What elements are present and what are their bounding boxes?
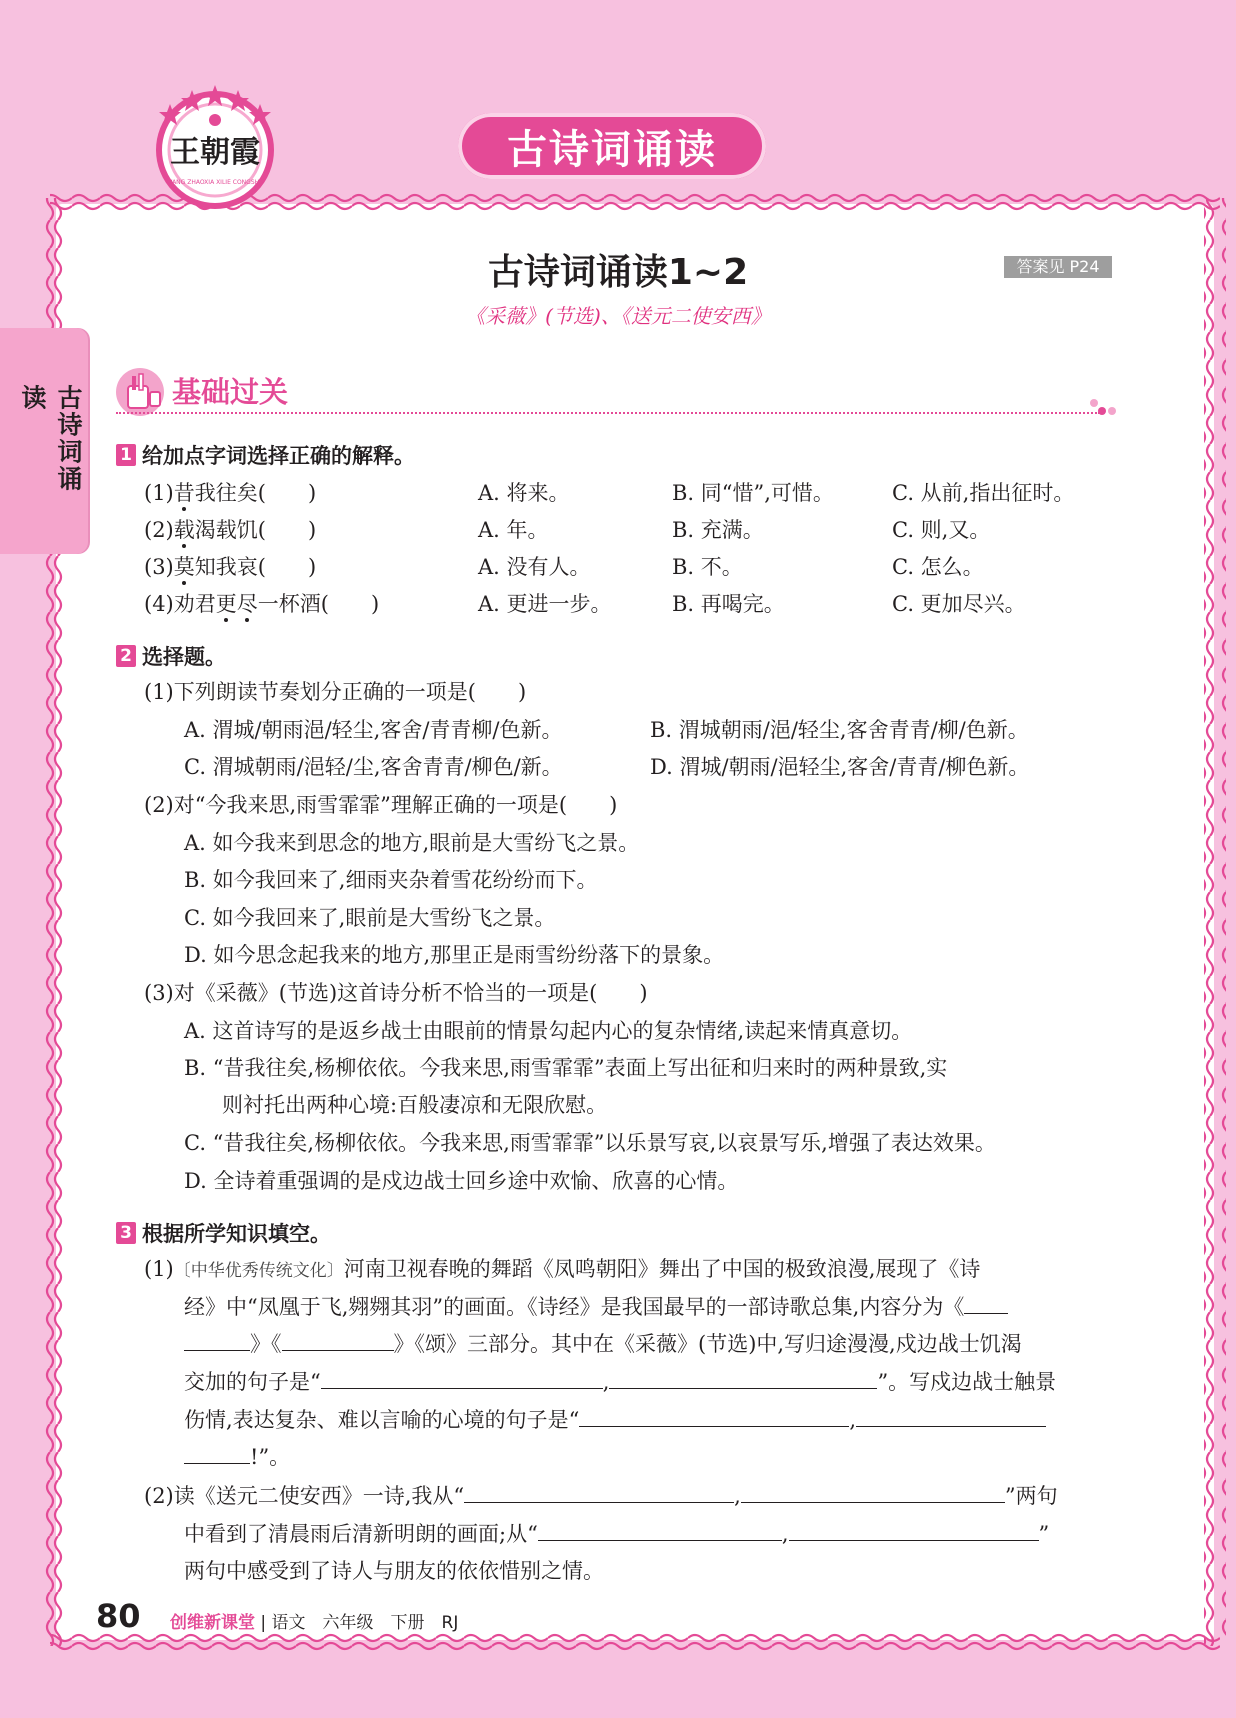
q2-part-1-option-c: C. 渭城朝雨/浥轻/尘,客舍青青/柳色/新。 [184, 755, 563, 779]
q3-part-1-line-1 [144, 1254, 980, 1286]
q3-part-2-line-1 [144, 1480, 1058, 1511]
q3-part-2-text: (2)读《送元二使安西》一诗,我从“ [144, 1484, 465, 1508]
q3-part-1-line-4 [184, 1366, 1056, 1397]
q3-part-1-line-6 [184, 1441, 290, 1472]
q2-part-3-option-b-line-1: B. “昔我往矣,杨柳依依。今我来思,雨雪霏霏”表面上写出征和归来时的两种景致,实 [184, 1056, 948, 1080]
page-subtitle: 《采薇》(节选)、《送元二使安西》 [465, 304, 771, 328]
q2-part-1-option-a: A. 渭城/朝雨浥/轻尘,客舍/青青柳/色新。 [184, 718, 563, 742]
answer-reference-badge: 答案见 P24 [1004, 256, 1112, 278]
q2-part-1-stem: (1)下列朗读节奏划分正确的一项是( ) [144, 680, 527, 704]
q2-part-2-option-b: B. 如今我回来了,细雨夹杂着雪花纷纷而下。 [184, 868, 598, 892]
q2-part-3-stem: (3)对《采薇》(节选)这首诗分析不恰当的一项是( ) [144, 981, 648, 1005]
q3-part-1-text: , [849, 1408, 857, 1432]
q3-part-1-text: 河南卫视春晚的舞蹈《凤鸣朝阳》舞出了中国的极致浪漫,展现了《诗 [343, 1257, 981, 1281]
q1-item-4 [144, 589, 379, 619]
footer-book-info: 语文 六年级 下册 RJ [271, 1613, 459, 1633]
brand-logo-text: 王朝霞 [170, 135, 260, 170]
q2-part-3-option-b-line-2: 则衬托出两种心境:百般凄凉和无限欣慰。 [222, 1093, 608, 1117]
answer-blank[interactable] [856, 1404, 1046, 1427]
answer-blank[interactable] [741, 1480, 1005, 1503]
answer-blank[interactable] [579, 1404, 849, 1427]
q3-part-2-text: ”两句 [1004, 1484, 1058, 1508]
brand-logo-roman: WANG ZHAOXIA XILIE CONGSHU [166, 179, 264, 186]
answer-blank[interactable] [282, 1328, 394, 1351]
q3-part-2-text: , [781, 1522, 789, 1546]
chapter-banner-title: 古诗词诵读 [507, 126, 717, 173]
q2-part-2-stem: (2)对“今我来思,雨雪霏霏”理解正确的一项是( ) [144, 793, 618, 817]
side-tab-label: 古诗词诵读 [18, 384, 83, 493]
q3-part-1-line-3 [184, 1328, 1022, 1359]
brand-logo [150, 82, 280, 212]
question-stem: 选择题。 [142, 645, 226, 669]
question-number-badge: 2 [116, 645, 136, 667]
q3-part-2-line-2 [184, 1518, 1049, 1549]
q3-part-1-text: , [602, 1370, 610, 1394]
answer-blank[interactable] [464, 1480, 734, 1503]
answer-blank[interactable] [964, 1291, 1008, 1314]
q1-option-b: B. 同“惜”,可惜。 [672, 481, 834, 505]
q3-part-1-text: !”。 [250, 1445, 291, 1469]
q3-part-1-text: 》《 [250, 1332, 282, 1356]
footer-info [170, 1608, 458, 1633]
q2-part-3-option-c: C. “昔我往矣,杨柳依依。今我来思,雨雪霏霏”以乐景写哀,以哀景写乐,增强了表达效果。 [184, 1131, 996, 1155]
q1-item-1-text: (1)昔我往矣( ) [144, 481, 317, 505]
answer-blank[interactable] [789, 1518, 1039, 1541]
q1-option-b: B. 再喝完。 [672, 592, 785, 616]
section-title: 基础过关 [172, 375, 289, 409]
question-3-heading [116, 1218, 331, 1248]
q2-part-3-option-d: D. 全诗着重强调的是戍边战士回乡途中欢愉、欣喜的心情。 [184, 1169, 739, 1193]
q3-part-1-text: 》《颂》三部分。其中在《采薇》(节选)中,写归途漫漫,戍边战士饥渴 [393, 1332, 1022, 1356]
q1-item-3-text: (3)莫知我哀( ) [144, 555, 317, 579]
q3-part-1-text: ”。写戍边战士触景 [877, 1370, 1057, 1394]
q1-option-c: C. 更加尽兴。 [892, 592, 1026, 616]
answer-blank[interactable] [184, 1441, 250, 1464]
answer-blank[interactable] [609, 1366, 877, 1389]
q3-part-1-text: 伤情,表达复杂、难以言喻的心境的句子是“ [184, 1408, 580, 1432]
q1-item-2 [144, 515, 316, 545]
answer-blank[interactable] [184, 1328, 250, 1351]
q3-part-1-text: 经》中“凤凰于飞,翙翙其羽”的画面。《诗经》是我国最早的一部诗歌总集,内容分为《 [184, 1295, 965, 1319]
page-title: 古诗词诵读1~2 [487, 252, 749, 293]
footer-separator: | [260, 1613, 267, 1633]
side-tab [0, 328, 88, 554]
section-divider [116, 412, 1100, 414]
q2-part-1-option-b: B. 渭城朝雨/浥/轻尘,客舍青青/柳/色新。 [650, 718, 1029, 742]
answer-blank[interactable] [321, 1366, 603, 1389]
q3-part-1-line-5 [184, 1404, 1046, 1435]
q3-part-2-text: , [734, 1484, 741, 1508]
q2-part-2-option-a: A. 如今我来到思念的地方,眼前是大雪纷飞之景。 [184, 831, 640, 855]
q1-option-b: B. 不。 [672, 555, 743, 579]
q1-item-3 [144, 552, 316, 582]
q1-option-a: A. 没有人。 [478, 555, 591, 579]
question-stem: 根据所学知识填空。 [142, 1222, 331, 1246]
q3-part-1-line-2 [184, 1291, 1008, 1322]
q1-option-b: B. 充满。 [672, 518, 764, 542]
q3-part-2-line-3: 两句中感受到了诗人与朋友的依依惜别之情。 [184, 1559, 604, 1583]
q1-option-c: C. 则,又。 [892, 518, 991, 542]
page-number: 80 [96, 1597, 141, 1635]
q3-part-1-text: 交加的句子是“ [184, 1370, 321, 1394]
pencil-cup-icon [114, 366, 166, 418]
question-2-heading [116, 641, 226, 671]
answer-blank[interactable] [538, 1518, 782, 1541]
q3-part-1-number: (1) [144, 1257, 174, 1281]
q2-part-2-option-c: C. 如今我回来了,眼前是大雪纷飞之景。 [184, 906, 556, 930]
q1-item-2-text: (2)载渴载饥( ) [144, 518, 317, 542]
q3-part-2-text: ” [1038, 1522, 1050, 1546]
q1-option-a: A. 将来。 [478, 481, 570, 505]
q1-option-c: C. 怎么。 [892, 555, 984, 579]
footer-brand: 创维新课堂 [170, 1613, 255, 1633]
q2-part-2-option-d: D. 如今思念起我来的地方,那里正是雨雪纷纷落下的景象。 [184, 943, 725, 967]
question-number-badge: 1 [116, 444, 136, 466]
question-stem: 给加点字词选择正确的解释。 [142, 444, 415, 468]
q2-part-3-option-a: A. 这首诗写的是返乡战士由眼前的情景勾起内心的复杂情绪,读起来情真意切。 [184, 1019, 913, 1043]
q1-option-a: A. 更进一步。 [478, 592, 612, 616]
q1-item-4-text: (4)劝君更尽一杯酒( ) [144, 592, 380, 616]
chapter-banner [458, 113, 766, 179]
culture-tag: 〔中华优秀传统文化〕 [173, 1261, 344, 1281]
q1-option-a: A. 年。 [478, 518, 549, 542]
q2-part-1-option-d: D. 渭城/朝雨/浥轻尘,客舍/青青/柳色新。 [650, 755, 1030, 779]
q1-item-1 [144, 478, 316, 508]
q3-part-2-text: 中看到了清晨雨后清新明朗的画面;从“ [184, 1522, 538, 1546]
q1-option-c: C. 从前,指出征时。 [892, 481, 1075, 505]
decorative-dots-icon [1088, 397, 1118, 417]
question-1-heading [116, 440, 415, 470]
question-number-badge: 3 [116, 1222, 136, 1244]
